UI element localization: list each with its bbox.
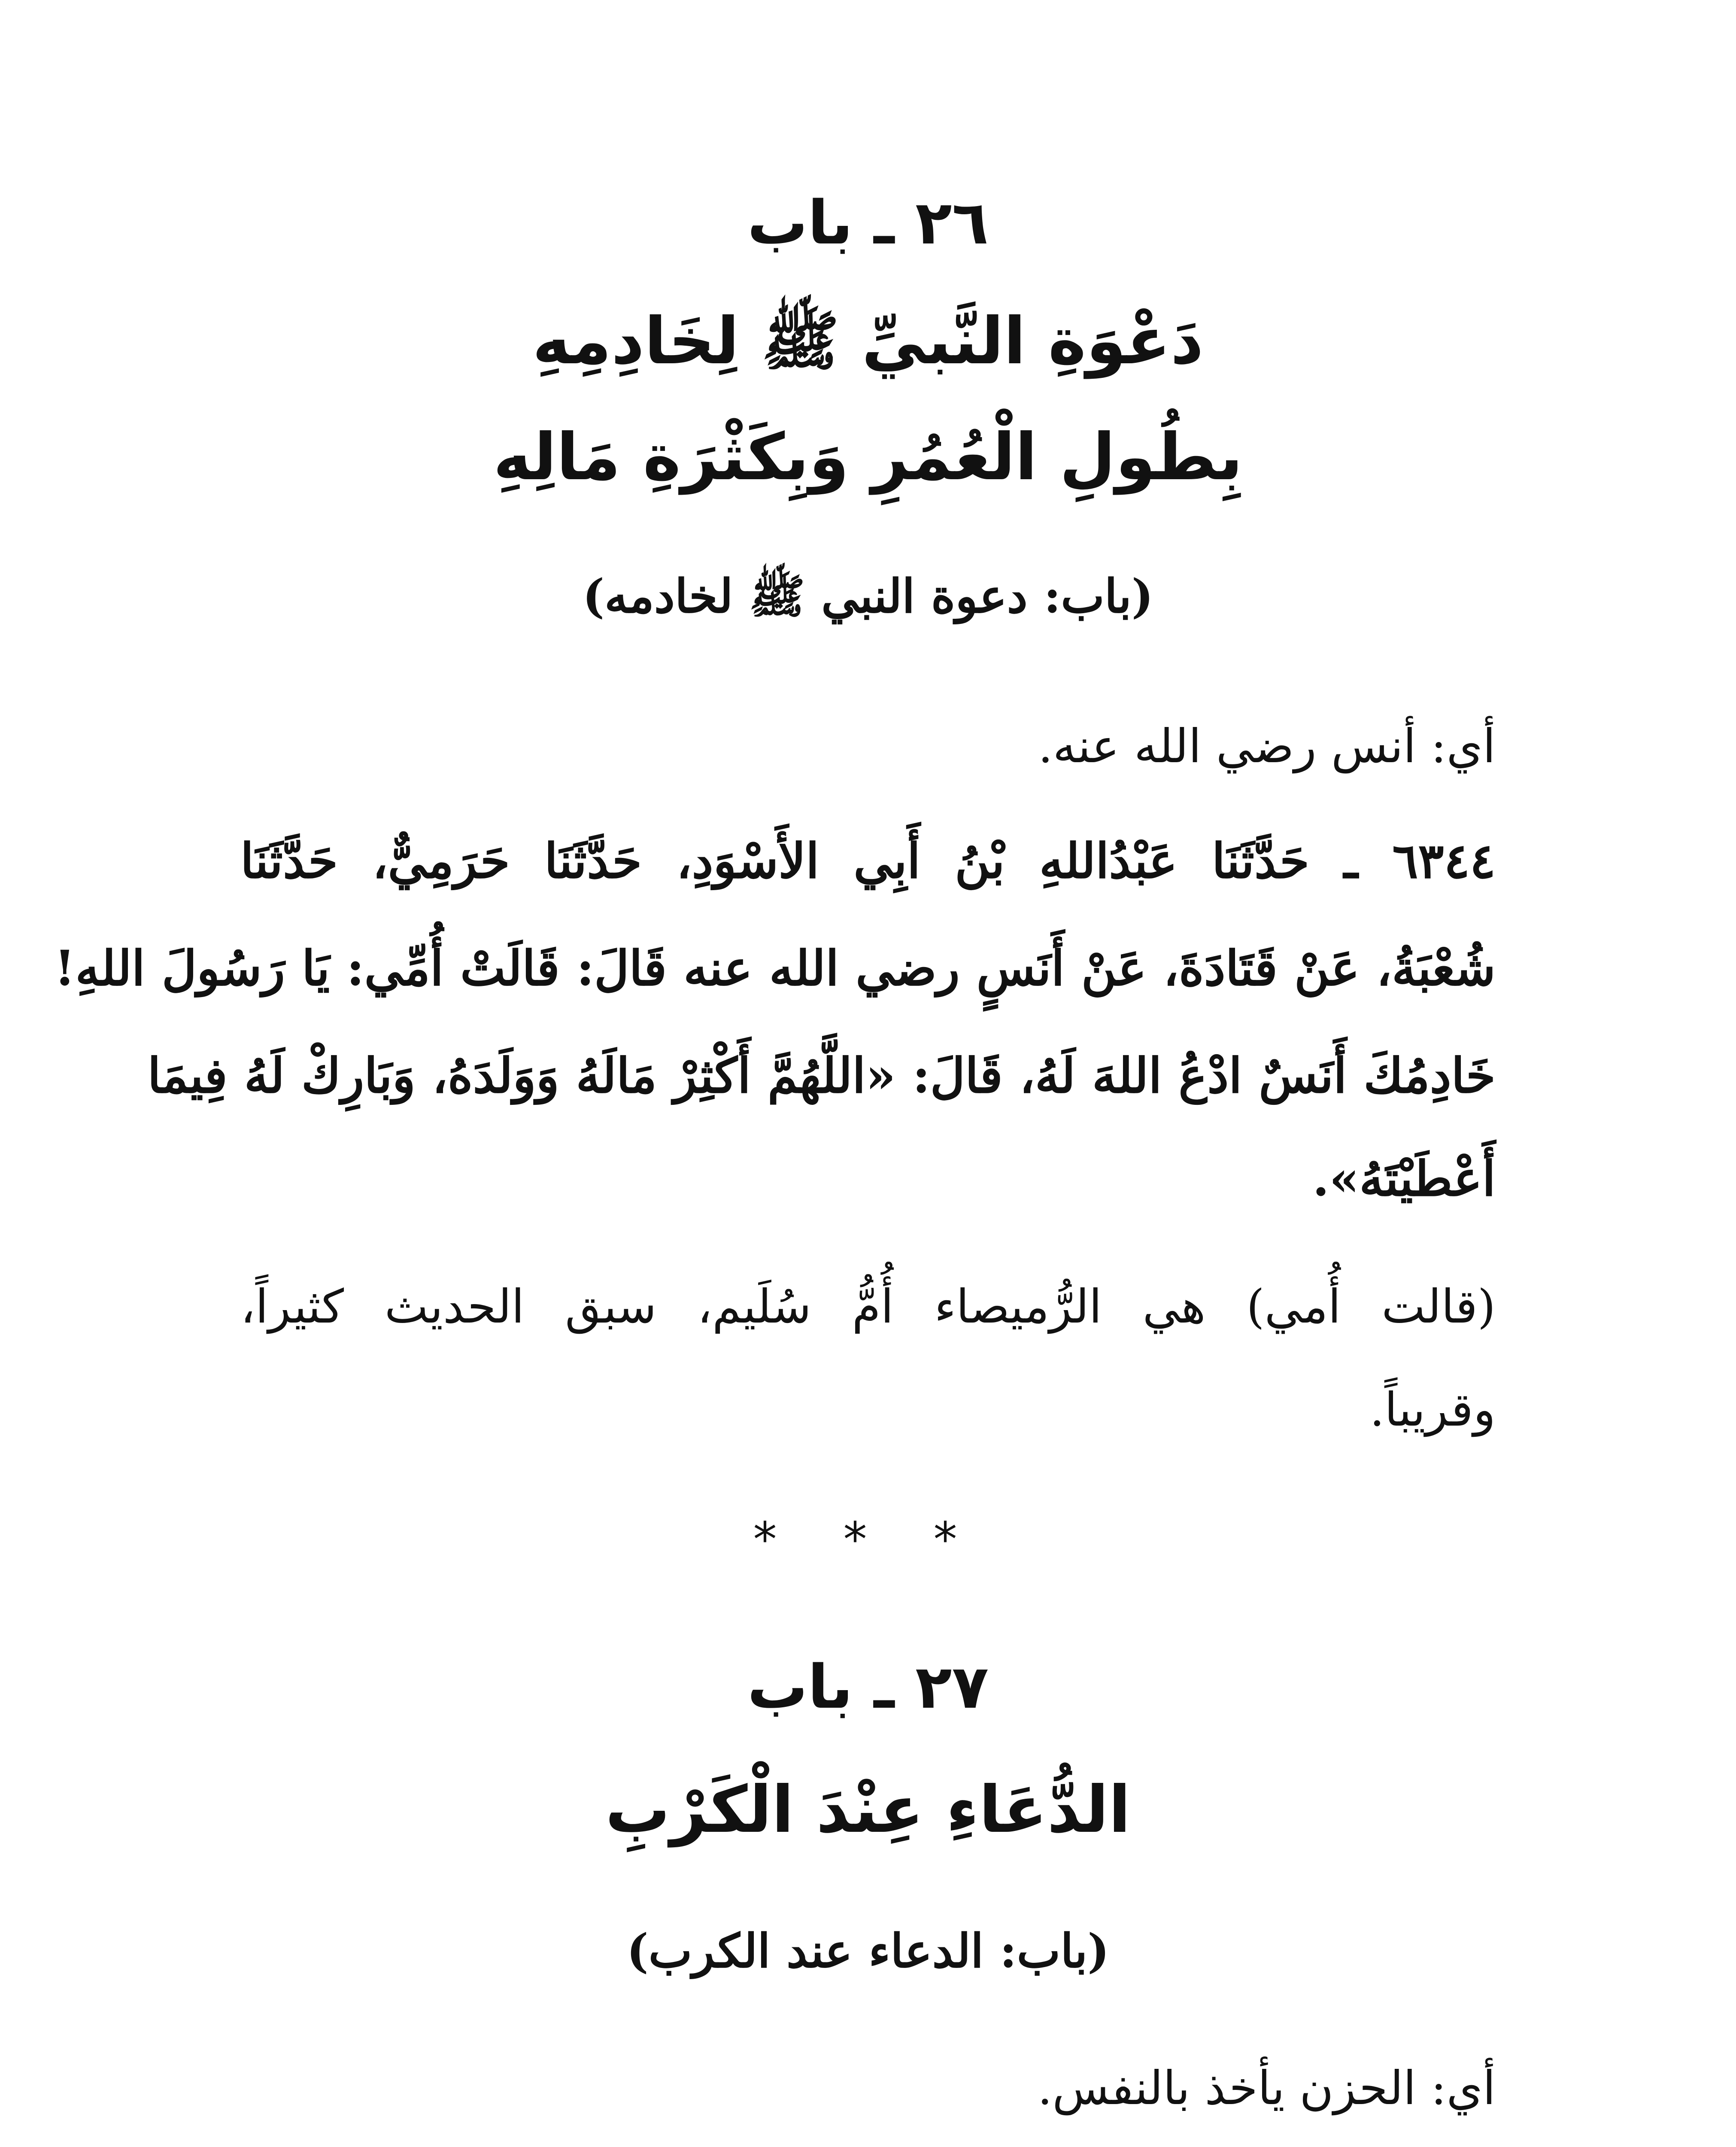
chapter-26-heading: ٢٦ ـ باب [747, 188, 989, 258]
chapter-26-title-line-2: بِطُولِ الْعُمُرِ وَبِكَثْرَةِ مَالِهِ [493, 420, 1243, 495]
chapter-26-title-line-1: دَعْوَةِ النَّبيِّ ﷺ لِخَادِمِهِ [532, 304, 1204, 379]
hadith-6344-line: خَادِمُكَ أَنَسٌ ادْعُ اللهَ لَهُ، قَالَ: «اللَّهُمَّ أَكْثِرْ مَالَهُ وَوَلَدَهُ، وَبَارِكْ لَهُ فِيمَا [147, 1048, 1496, 1104]
chapter-26-note-line: (قالت أُمي) هي الرُّميصاء أُمُّ سُلَيم، سبق الحديث كثيراً، [240, 1280, 1496, 1334]
chapter-27-heading: ٢٧ ـ باب [747, 1652, 989, 1722]
hadith-6344-line: شُعْبَةُ، عَنْ قَتَادَةَ، عَنْ أَنَسٍ رضي الله عنه قَالَ: قَالَتْ أُمِّي: يَا رَسُولَ اللهِ! [54, 940, 1496, 997]
hadith-6344-line: أَعْطَيْتَهُ». [1312, 1151, 1496, 1207]
section-separator: * * * [753, 1512, 983, 1567]
chapter-26-subtitle: (باب: دعوة النبي ﷺ لخادمه) [583, 569, 1153, 623]
chapter-26-commentary: أي: أنس رضي الله عنه. [1038, 720, 1496, 773]
chapter-27-commentary: أي: الحزن يأخذ بالنفس. [1038, 2062, 1496, 2115]
chapter-26-note-line: وقريباً. [1369, 1383, 1496, 1437]
chapter-27-subtitle: (باب: الدعاء عند الكرب) [626, 1924, 1110, 1978]
hadith-6344-line: ٦٣٤٤ ـ حَدَّثَنَا عَبْدُاللهِ بْنُ أَبِي الأَسْوَدِ، حَدَّثَنَا حَرَمِيٌّ، حَدَّثَنَا [240, 833, 1496, 889]
chapter-27-title: الدُّعَاءِ عِنْدَ الْكَرْبِ [605, 1773, 1131, 1847]
